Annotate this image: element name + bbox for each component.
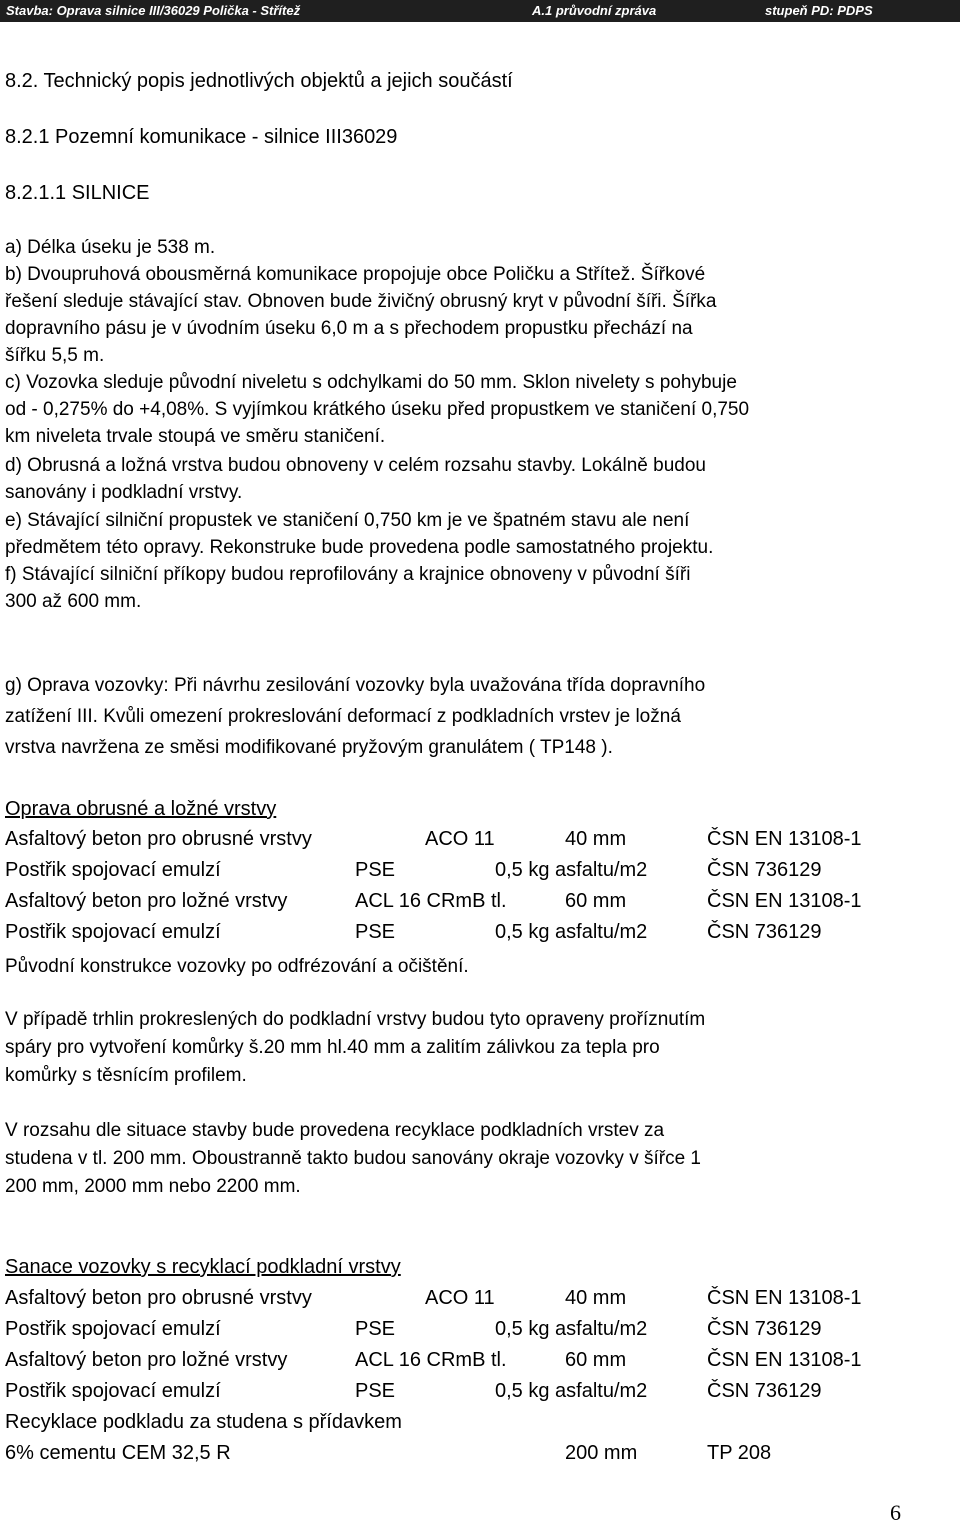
cell-material: Asfaltový beton pro obrusné vrstvy (5, 828, 312, 850)
paragraph-f-line2: 300 až 600 mm. (5, 591, 142, 612)
cell-amount: 0,5 kg asfaltu/m2 (495, 859, 648, 881)
cell-amount: 60 mm (565, 1349, 627, 1371)
paragraph-e-line2: předmětem této opravy. Rekonstruke bude provedena podle samostatného projektu. (5, 537, 714, 558)
cell-type: ACO 11 (425, 1287, 495, 1309)
cell-amount: 0,5 kg asfaltu/m2 (495, 1318, 648, 1340)
header-project: Stavba: Oprava silnice III/36029 Polička - Střítež (6, 3, 301, 18)
cell-standard: ČSN EN 13108-1 (707, 1287, 862, 1309)
cell-material: Recyklace podkladu za studena s přídavkem (5, 1411, 402, 1433)
cell-type: PSE (355, 1318, 396, 1340)
cell-material: 6% cementu CEM 32,5 R (5, 1442, 231, 1464)
cell-standard: ČSN 736129 (707, 1380, 822, 1402)
cell-type: PSE (355, 1380, 396, 1402)
cell-material: Asfaltový beton pro obrusné vrstvy (5, 1287, 312, 1309)
heading-8-2-1: 8.2.1 Pozemní komunikace - silnice III36029 (5, 126, 398, 148)
paragraph-d-line2: sanovány i podkladní vrstvy. (5, 482, 243, 503)
cell-type: PSE (355, 859, 396, 881)
cell-amount: 40 mm (565, 828, 627, 850)
paragraph-c-line3: km niveleta trvale stoupá ve směru staničení. (5, 426, 386, 447)
paragraph-g-line2: zatížení III. Kvůli omezení prokreslování deformací z podkladních vrstev je ložná (5, 706, 681, 727)
cell-type: ACL 16 CRmB tl. (355, 890, 507, 912)
paragraph-g-line1: g) Oprava vozovky: Při návrhu zesilování vozovky byla uvažována třída dopravního (5, 675, 706, 696)
header-document: A.1 průvodní zpráva (532, 3, 657, 18)
paragraph-cracks-line3: komůrky s těsnícím profilem. (5, 1065, 247, 1086)
paragraph-cracks-line1: V případě trhlin prokreslených do podkladní vrstvy budou tyto opraveny proříznutím (5, 1009, 706, 1030)
page-number: 6 (890, 1500, 901, 1525)
paragraph-b-line3: dopravního pásu je v úvodním úseku 6,0 m a s přechodem propustku přechází na (5, 318, 693, 339)
paragraph-cracks-line2: spáry pro vytvoření komůrky š.20 mm hl.40 mm a zalitím zálivkou za tepla pro (5, 1037, 660, 1058)
page-header (0, 0, 960, 22)
cell-standard: ČSN 736129 (707, 1318, 822, 1340)
cell-material: Postřik spojovací emulzí (5, 1380, 221, 1402)
cell-amount: 200 mm (565, 1442, 638, 1464)
cell-type: ACL 16 CRmB tl. (355, 1349, 507, 1371)
cell-standard: TP 208 (707, 1442, 772, 1464)
cell-amount: 0,5 kg asfaltu/m2 (495, 921, 648, 943)
cell-standard: ČSN 736129 (707, 921, 822, 943)
cell-material: Asfaltový beton pro ložné vrstvy (5, 1349, 288, 1371)
paragraph-g-line3: vrstva navržena ze směsi modifikované pryžovým granulátem ( TP148 ). (5, 737, 613, 758)
paragraph-c-line2: od - 0,275% do +4,08%. S vyjímkou krátkého úseku před propustkem ve staničení 0,750 (5, 399, 750, 420)
cell-amount: 0,5 kg asfaltu/m2 (495, 1380, 648, 1402)
paragraph-recycling-line1: V rozsahu dle situace stavby bude provedena recyklace podkladních vrstev za (5, 1120, 665, 1141)
table1-title: Oprava obrusné a ložné vrstvy (5, 798, 277, 820)
cell-amount: 40 mm (565, 1287, 627, 1309)
heading-8-2-1-1: 8.2.1.1 SILNICE (5, 182, 150, 204)
paragraph-recycling-line3: 200 mm, 2000 mm nebo 2200 mm. (5, 1176, 301, 1197)
paragraph-original-construction: Původní konstrukce vozovky po odfrézování a očištění. (5, 956, 469, 977)
paragraph-b-line4: šířku 5,5 m. (5, 345, 105, 366)
paragraph-b-line2: řešení sleduje stávající stav. Obnoven bude živičný obrusný kryt v původní šíři. Šířka (5, 291, 717, 312)
paragraph-d-line1: d) Obrusná a ložná vrstva budou obnoveny v celém rozsahu stavby. Lokálně budou (5, 455, 706, 476)
paragraph-c-line1: c) Vozovka sleduje původní niveletu s odchylkami do 50 mm. Sklon nivelety s pohybuje (5, 372, 737, 393)
paragraph-e-line1: e) Stávající silniční propustek ve staničení 0,750 km je ve špatném stavu ale není (5, 510, 690, 531)
cell-material: Postřik spojovací emulzí (5, 1318, 221, 1340)
cell-standard: ČSN EN 13108-1 (707, 1349, 862, 1371)
header-stage: stupeň PD: PDPS (765, 3, 873, 18)
paragraph-recycling-line2: studena v tl. 200 mm. Oboustranně takto budou sanovány okraje vozovky v šířce 1 (5, 1148, 701, 1169)
cell-material: Postřik spojovací emulzí (5, 859, 221, 881)
table2-title: Sanace vozovky s recyklací podkladní vrstvy (5, 1256, 401, 1278)
cell-material: Asfaltový beton pro ložné vrstvy (5, 890, 288, 912)
cell-amount: 60 mm (565, 890, 627, 912)
paragraph-f-line1: f) Stávající silniční příkopy budou reprofilovány a krajnice obnoveny v původní šíři (5, 564, 691, 585)
heading-8-2: 8.2. Technický popis jednotlivých objektů a jejich součástí (5, 70, 513, 92)
cell-standard: ČSN EN 13108-1 (707, 890, 862, 912)
cell-material: Postřik spojovací emulzí (5, 921, 221, 943)
paragraph-a: a) Délka úseku je 538 m. (5, 237, 216, 258)
cell-type: PSE (355, 921, 396, 943)
cell-type: ACO 11 (425, 828, 495, 850)
cell-standard: ČSN EN 13108-1 (707, 828, 862, 850)
paragraph-b-line1: b) Dvoupruhová obousměrná komunikace propojuje obce Poličku a Střítež. Šířkové (5, 264, 706, 285)
cell-standard: ČSN 736129 (707, 859, 822, 881)
